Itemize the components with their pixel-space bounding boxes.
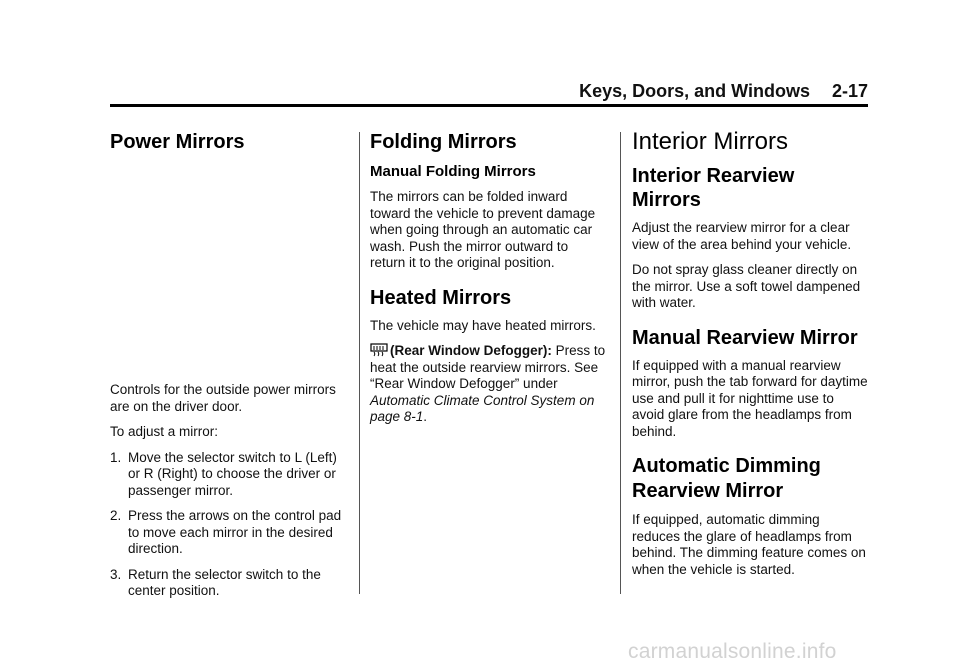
list-item: 2. Press the arrows on the control pad to move each mirror in the desired direction. [110,508,342,556]
paragraph-manual-rearview: If equipped with a manual rearview mirror, push the tab forward for daytime use and pull it for nighttime use to avoid glare from the headlamps from behind. [632,357,868,439]
defogger-label: (Rear Window Defogger): [390,343,552,358]
header-section-title: Keys, Doors, and Windows [579,81,810,101]
heading-manual-folding: Manual Folding Mirrors [370,163,536,180]
heading-power-mirrors: Power Mirrors [110,131,245,153]
header-page-number: 2-17 [831,81,868,101]
heading-folding-mirrors: Folding Mirrors [370,131,517,153]
paragraph-rearview-1: Adjust the rearview mirror for a clear view of the area behind your vehicle. [632,220,852,252]
paragraph-adjust-lead: To adjust a mirror: [110,424,219,439]
heading-interior-rearview: Interior Rearview Mirrors [632,165,795,211]
steps-list [110,450,346,600]
paragraph-rearview-2: Do not spray glass cleaner directly on the mirror. Use a soft towel dampened with water. [632,262,861,310]
paragraph-defogger: (Rear Window Defogger): Press to heat the outside rearview mirrors. See “Rear Window Defogger” under Automatic Climate Control System on page 8-1. [370,343,606,424]
heading-auto-dimming: Automatic Dimming Rearview Mirror [632,455,821,502]
list-item: 1. Move the selector switch to L (Left) or R (Right) to choose the driver or passenger mirror. [110,449,337,498]
heading-interior-mirrors: Interior Mirrors [632,128,789,155]
heading-manual-rearview: Manual Rearview Mirror [632,326,858,349]
column-divider [620,132,621,594]
paragraph-heated: The vehicle may have heated mirrors. [370,317,596,333]
watermark-text: carmanualsonline.info [628,640,837,663]
column-interior-mirrors [632,126,868,587]
paragraph-manual-folding: The mirrors can be folded inward toward the vehicle to prevent damage when going through an automatic car wash. Push the mirror outward to return it to the original position. [370,189,596,270]
cross-reference-link[interactable]: Automatic Climate Control System on page 8-1 [370,392,595,424]
rear-defogger-icon [370,343,388,357]
paragraph-auto-dimming: If equipped, automatic dimming reduces the glare of headlamps from behind. The dimming feature comes on when the vehicle is started. [632,512,866,577]
header-rule [110,104,868,107]
column-folding-mirrors [370,126,606,435]
figure-placeholder [110,162,346,382]
column-power-mirrors [110,126,346,609]
page-header [110,80,868,104]
paragraph-intro: Controls for the outside power mirrors are on the driver door. [110,382,336,414]
heading-heated-mirrors: Heated Mirrors [370,286,512,309]
list-item: 3. Return the selector switch to the center position. [110,566,321,598]
column-divider [359,132,360,594]
